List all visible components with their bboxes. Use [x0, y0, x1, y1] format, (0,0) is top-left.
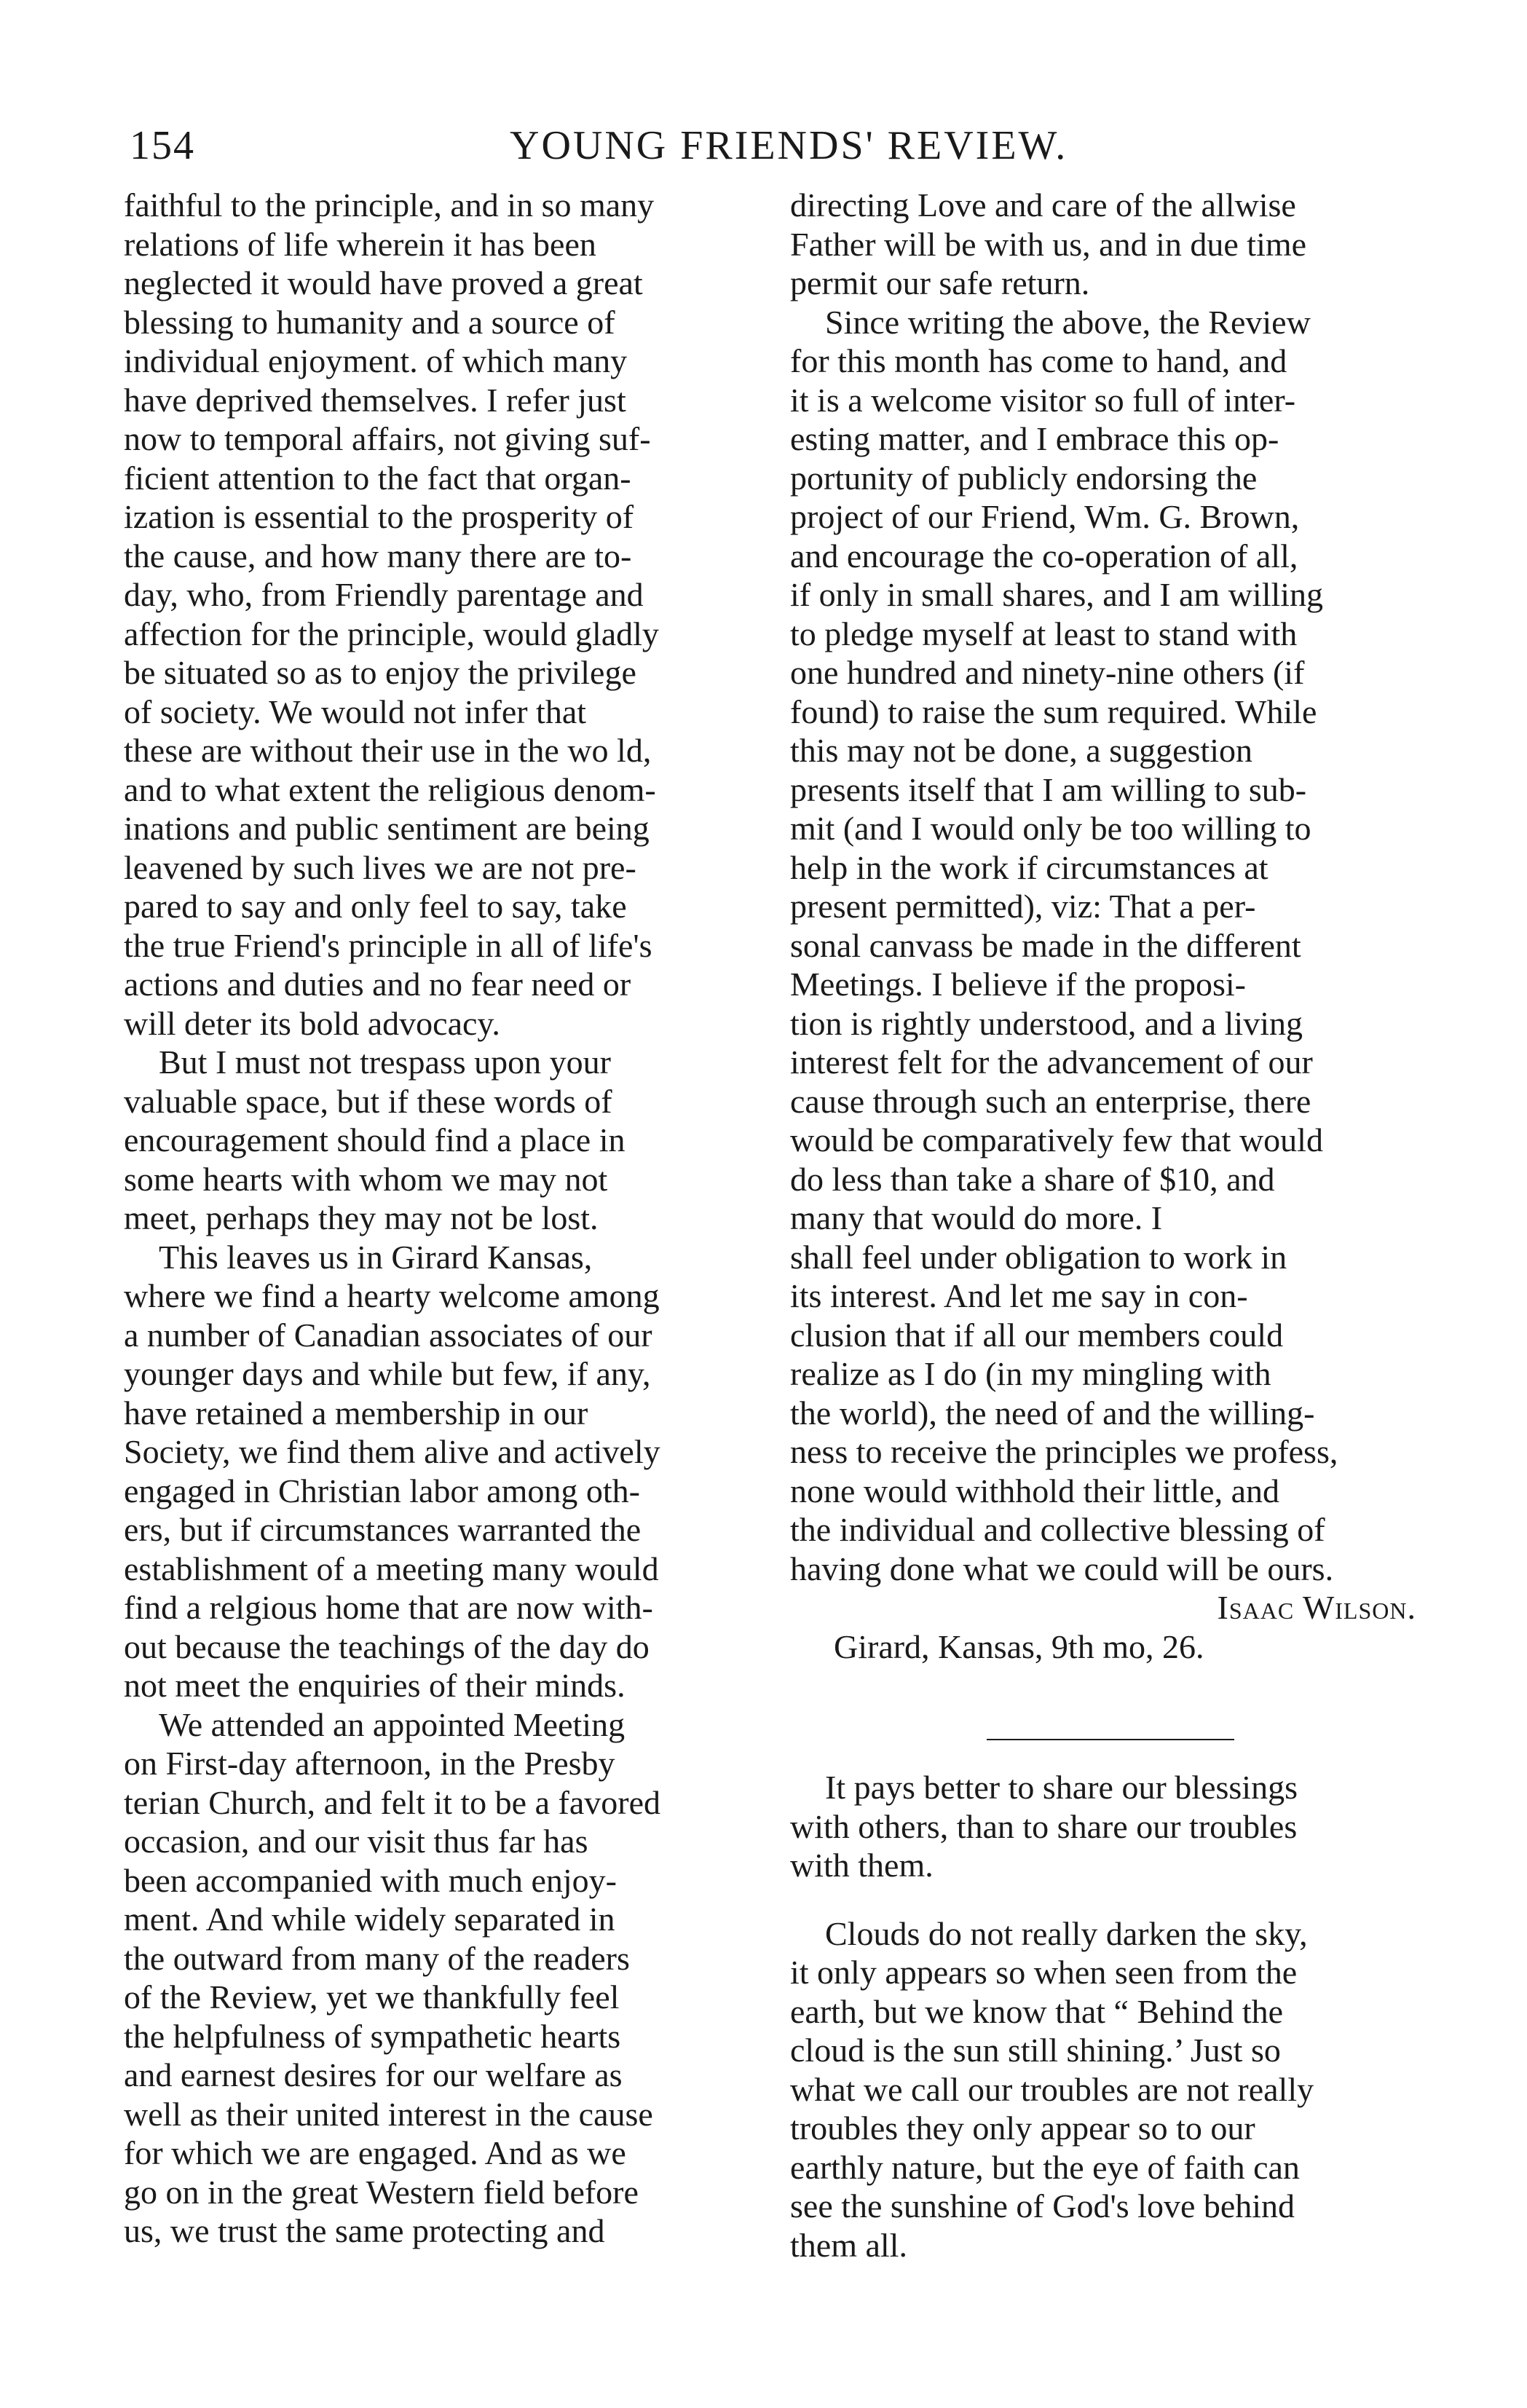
- article-paragraph: But I must not trespass upon your valuable space, but if these words of encouragement should find a place in some hearts with whom we may not meet, perhaps they may not be lost.: [124, 1043, 626, 1236]
- page-number: 154: [130, 123, 195, 168]
- article-paragraph: faithful to the principle, and in so many relations of life wherein it has been neglected it would have proved a great blessing to humanity and a source of individual enjoyment. of which many have deprived themselves. I refer just now to temporal affairs, not giving suf- ficient attention to the fact that organ- ization is essential to the prosperity of the cause, and how many there are to- day, who, from Friendly parentage and affection for the principle, would gladly be situated so as to enjoy the privilege of society. We would not infer that these are without their use in the wo ld, and to what extent the religious denom- inations and public sentiment are being leavened by such lives we are not pre- pared to say and only feel to say, take the true Friend's principle in all of life's actions and duties and no fear need or will deter its bold advocacy.: [124, 186, 659, 1042]
- right-column: [790, 186, 1431, 2265]
- article-paragraph: directing Love and care of the allwise Father will be with us, and in due time permit our safe return.: [790, 186, 1307, 301]
- filler-paragraph: Clouds do not really darken the sky, it only appears so when seen from the earth, but we know that “ Behind the cloud is the sun still shining.’ Just so what we call our troubles are not really troubles they only appear so to our earthly nature, but the eye of faith can see the sunshine of God's love behind them all.: [790, 1914, 1314, 2264]
- section-divider: [987, 1739, 1234, 1740]
- article-paragraph: Since writing the above, the Review for this month has come to hand, and it is a welcome visitor so full of inter- esting matter, and I embrace this op- portunity of publicly endorsing the project of our Friend, Wm. G. Brown, and encourage the co-operation of all, if only in small shares, and I am willing to pledge myself at least to stand with one hundred and ninety-nine others (if found) to raise the sum required. While this may not be done, a suggestion presents itself that I am willing to sub- mit (and I would only be too willing to help in the work if circumstances at present permitted), viz: That a per- sonal canvass be made in the different Meetings. I believe if the proposi- tion is rightly understood, and a living interest felt for the advancement of our cause through such an enterprise, there would be comparatively few that would do less than take a share of $10, and many that would do more. I shall feel under obligation to work in its interest. And let me say in con- clusion that if all our members could realize as I do (in my mingling with the world), the need of and the willing- ness to receive the principles we profess, none would withhold their little, and the individual and collective blessing of having done what we could will be ours.: [790, 303, 1338, 1587]
- filler-paragraph: It pays better to share our blessings with others, than to share our troubles with them.: [790, 1769, 1298, 1884]
- author-signature: Isaac Wilson.: [1217, 1589, 1416, 1626]
- running-title: YOUNG FRIENDS' REVIEW.: [510, 123, 1068, 168]
- dateline: Girard, Kansas, 9th mo, 26.: [834, 1627, 1204, 1665]
- page-header: [0, 117, 1527, 175]
- article-paragraph: This leaves us in Girard Kansas, where we find a hearty welcome among a number of Canadian associates of our younger days and while but few, if any, have retained a membership in our Society, we find them alive and actively engaged in Christian labor among oth- ers, but if circumstances warranted the establishment of a meeting many would find a relgious home that are now with- out because the teachings of the day do not meet the enquiries of their minds.: [124, 1238, 660, 1704]
- article-paragraph: We attended an appointed Meeting on First-day afternoon, in the Presby terian Church, and felt it to be a favored occasion, and our visit thus far has been accompanied with much enjoy- ment. And while widely separated in the outward from many of the readers of the Review, yet we thankfully feel the helpfulness of sympathetic hearts and earnest desires for our welfare as well as their united interest in the cause for which we are engaged. And as we go on in the great Western field before us, we trust the same protecting and: [124, 1705, 660, 2249]
- left-column: [124, 186, 750, 2251]
- paragraph-gap: [790, 1885, 1431, 1914]
